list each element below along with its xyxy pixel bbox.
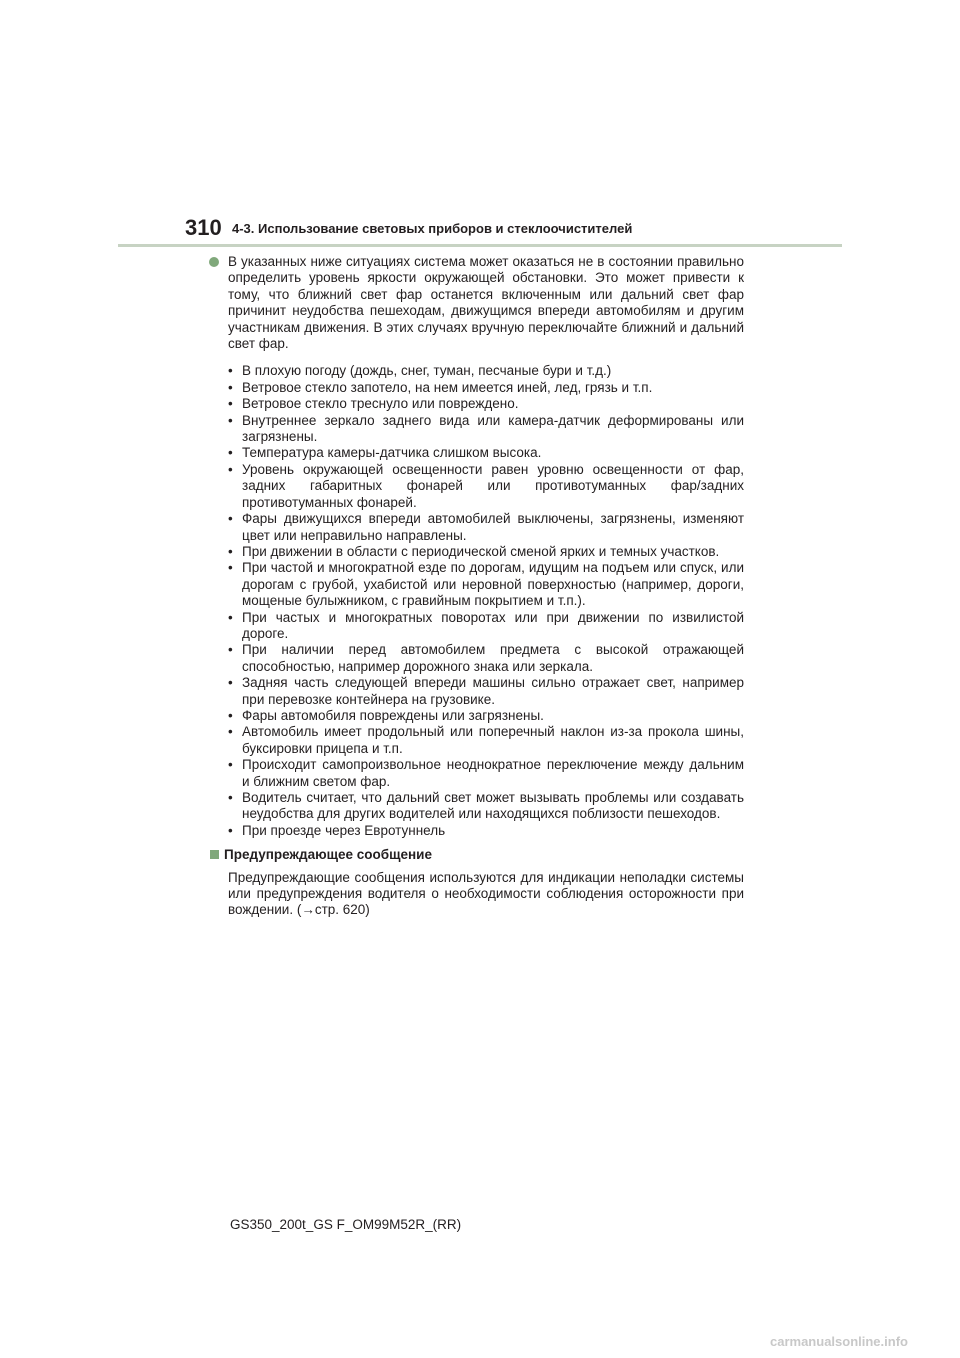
model-code: GS350_200t_GS F_OM99M52R_(RR) <box>230 1217 462 1232</box>
condition-item <box>228 462 744 511</box>
condition-text: При наличии перед автомобилем предмета с высокой отражающей способностью, например дорожного знака или зеркала. <box>242 642 744 674</box>
intro-text: В указанных ниже ситуациях система может оказаться не в состоянии правильно определить уровень яркости окружающей обстановки. Это может привести к тому, что ближний свет фар останется включенным или дальний свет фар причинит неудобства пешеходам, движущимся впереди автомобилям и другим участникам движения. В этих случаях вручную переключайте ближний и дальний свет фар. <box>228 254 744 352</box>
condition-item <box>228 757 744 790</box>
condition-list <box>208 363 744 839</box>
condition-item <box>228 675 744 708</box>
warning-heading <box>208 847 744 863</box>
intro-paragraph <box>208 254 744 352</box>
condition-item <box>228 413 744 446</box>
green-square-bullet-icon <box>210 850 219 859</box>
condition-item <box>228 610 744 643</box>
bullet-mark: • <box>228 379 233 395</box>
header-divider <box>118 244 842 247</box>
condition-text: Задняя часть следующей впереди машины сильно отражает свет, например при перевозке контейнера на грузовике. <box>242 675 744 707</box>
main-content <box>208 254 744 919</box>
bullet-mark: • <box>228 445 233 461</box>
condition-text: Уровень окружающей освещенности равен уровню освещенности от фар, задних габаритных фонарей или противотуманных фар/задних противотуманных фонарей. <box>242 461 744 510</box>
bullet-mark: • <box>228 560 233 576</box>
condition-item <box>228 511 744 544</box>
condition-text: Фары движущихся впереди автомобилей выключены, загрязнены, изменяют цвет или неправильно направлены. <box>242 511 744 543</box>
bullet-mark: • <box>228 461 233 477</box>
condition-text: Автомобиль имеет продольный или поперечный наклон из-за прокола шины, буксировки прицепа и т.п. <box>242 724 744 756</box>
bullet-mark: • <box>228 642 233 658</box>
condition-text: Водитель считает, что дальний свет может вызывать проблемы или создавать неудобства для других водителей или находящихся поблизости пешеходов. <box>242 790 744 822</box>
bullet-mark: • <box>228 412 233 428</box>
bullet-mark: • <box>228 675 233 691</box>
condition-text: Ветровое стекло запотело, на нем имеется иней, лед, грязь и т.п. <box>242 379 653 395</box>
bullet-mark: • <box>228 790 233 805</box>
condition-item <box>228 560 744 609</box>
page-number: 310 <box>185 215 222 240</box>
condition-text: В плохую погоду (дождь, снег, туман, песчаные бури и т.д.) <box>242 363 612 379</box>
condition-text: Температура камеры-датчика слишком высока. <box>242 445 542 461</box>
condition-text: При частых и многократных поворотах или при движении по извилистой дороге. <box>242 609 744 641</box>
bullet-mark: • <box>228 822 233 838</box>
condition-item <box>228 445 744 461</box>
condition-item <box>228 363 744 379</box>
bullet-mark: • <box>228 724 233 740</box>
page-header <box>0 0 960 250</box>
condition-item <box>228 708 744 724</box>
bullet-mark: • <box>228 396 233 412</box>
condition-item <box>228 642 744 675</box>
bullet-mark: • <box>228 707 233 723</box>
condition-text: Фары автомобиля повреждены или загрязнены. <box>242 707 544 723</box>
bullet-mark: • <box>228 609 233 625</box>
bullet-mark: • <box>228 363 233 379</box>
condition-text: Внутреннее зеркало заднего вида или камера-датчик деформированы или загрязнены. <box>242 412 744 445</box>
bullet-mark: • <box>228 511 233 527</box>
condition-text: При частой и многократной езде по дорогам, идущим на подъем или спуск, или дорогам с грубой, ухабистой или неровной поверхностью (например, дороги, мощеные булыжником, с гравийным покрытием и т.п.). <box>242 560 744 609</box>
warning-paragraph: Предупреждающие сообщения используются для индикации неполадки системы или предупреждения водителя о необходимости соблюдения осторожности при вождении. (→стр. 620) <box>228 869 744 918</box>
condition-text: Ветровое стекло треснуло или повреждено. <box>242 396 519 412</box>
condition-item <box>228 396 744 412</box>
condition-item <box>228 380 744 396</box>
condition-item <box>228 724 744 757</box>
condition-text: Происходит самопроизвольное неоднократное переключение между дальним и ближним светом фар. <box>242 757 744 789</box>
condition-text: При проезде через Евротуннель <box>242 822 446 838</box>
section-title: 4-3. Использование световых приборов и стеклоочистителей <box>232 221 633 236</box>
condition-item <box>228 790 744 823</box>
bullet-mark: • <box>228 543 233 559</box>
condition-text: При движении в области с периодической сменой ярких и темных участков. <box>242 543 720 559</box>
condition-item <box>228 823 744 839</box>
bullet-mark: • <box>228 757 233 773</box>
watermark: carmanualsonline.info <box>770 1334 908 1349</box>
condition-item <box>228 544 744 560</box>
warning-heading-text: Предупреждающее сообщение <box>224 847 432 863</box>
green-circle-bullet-icon <box>209 257 219 267</box>
